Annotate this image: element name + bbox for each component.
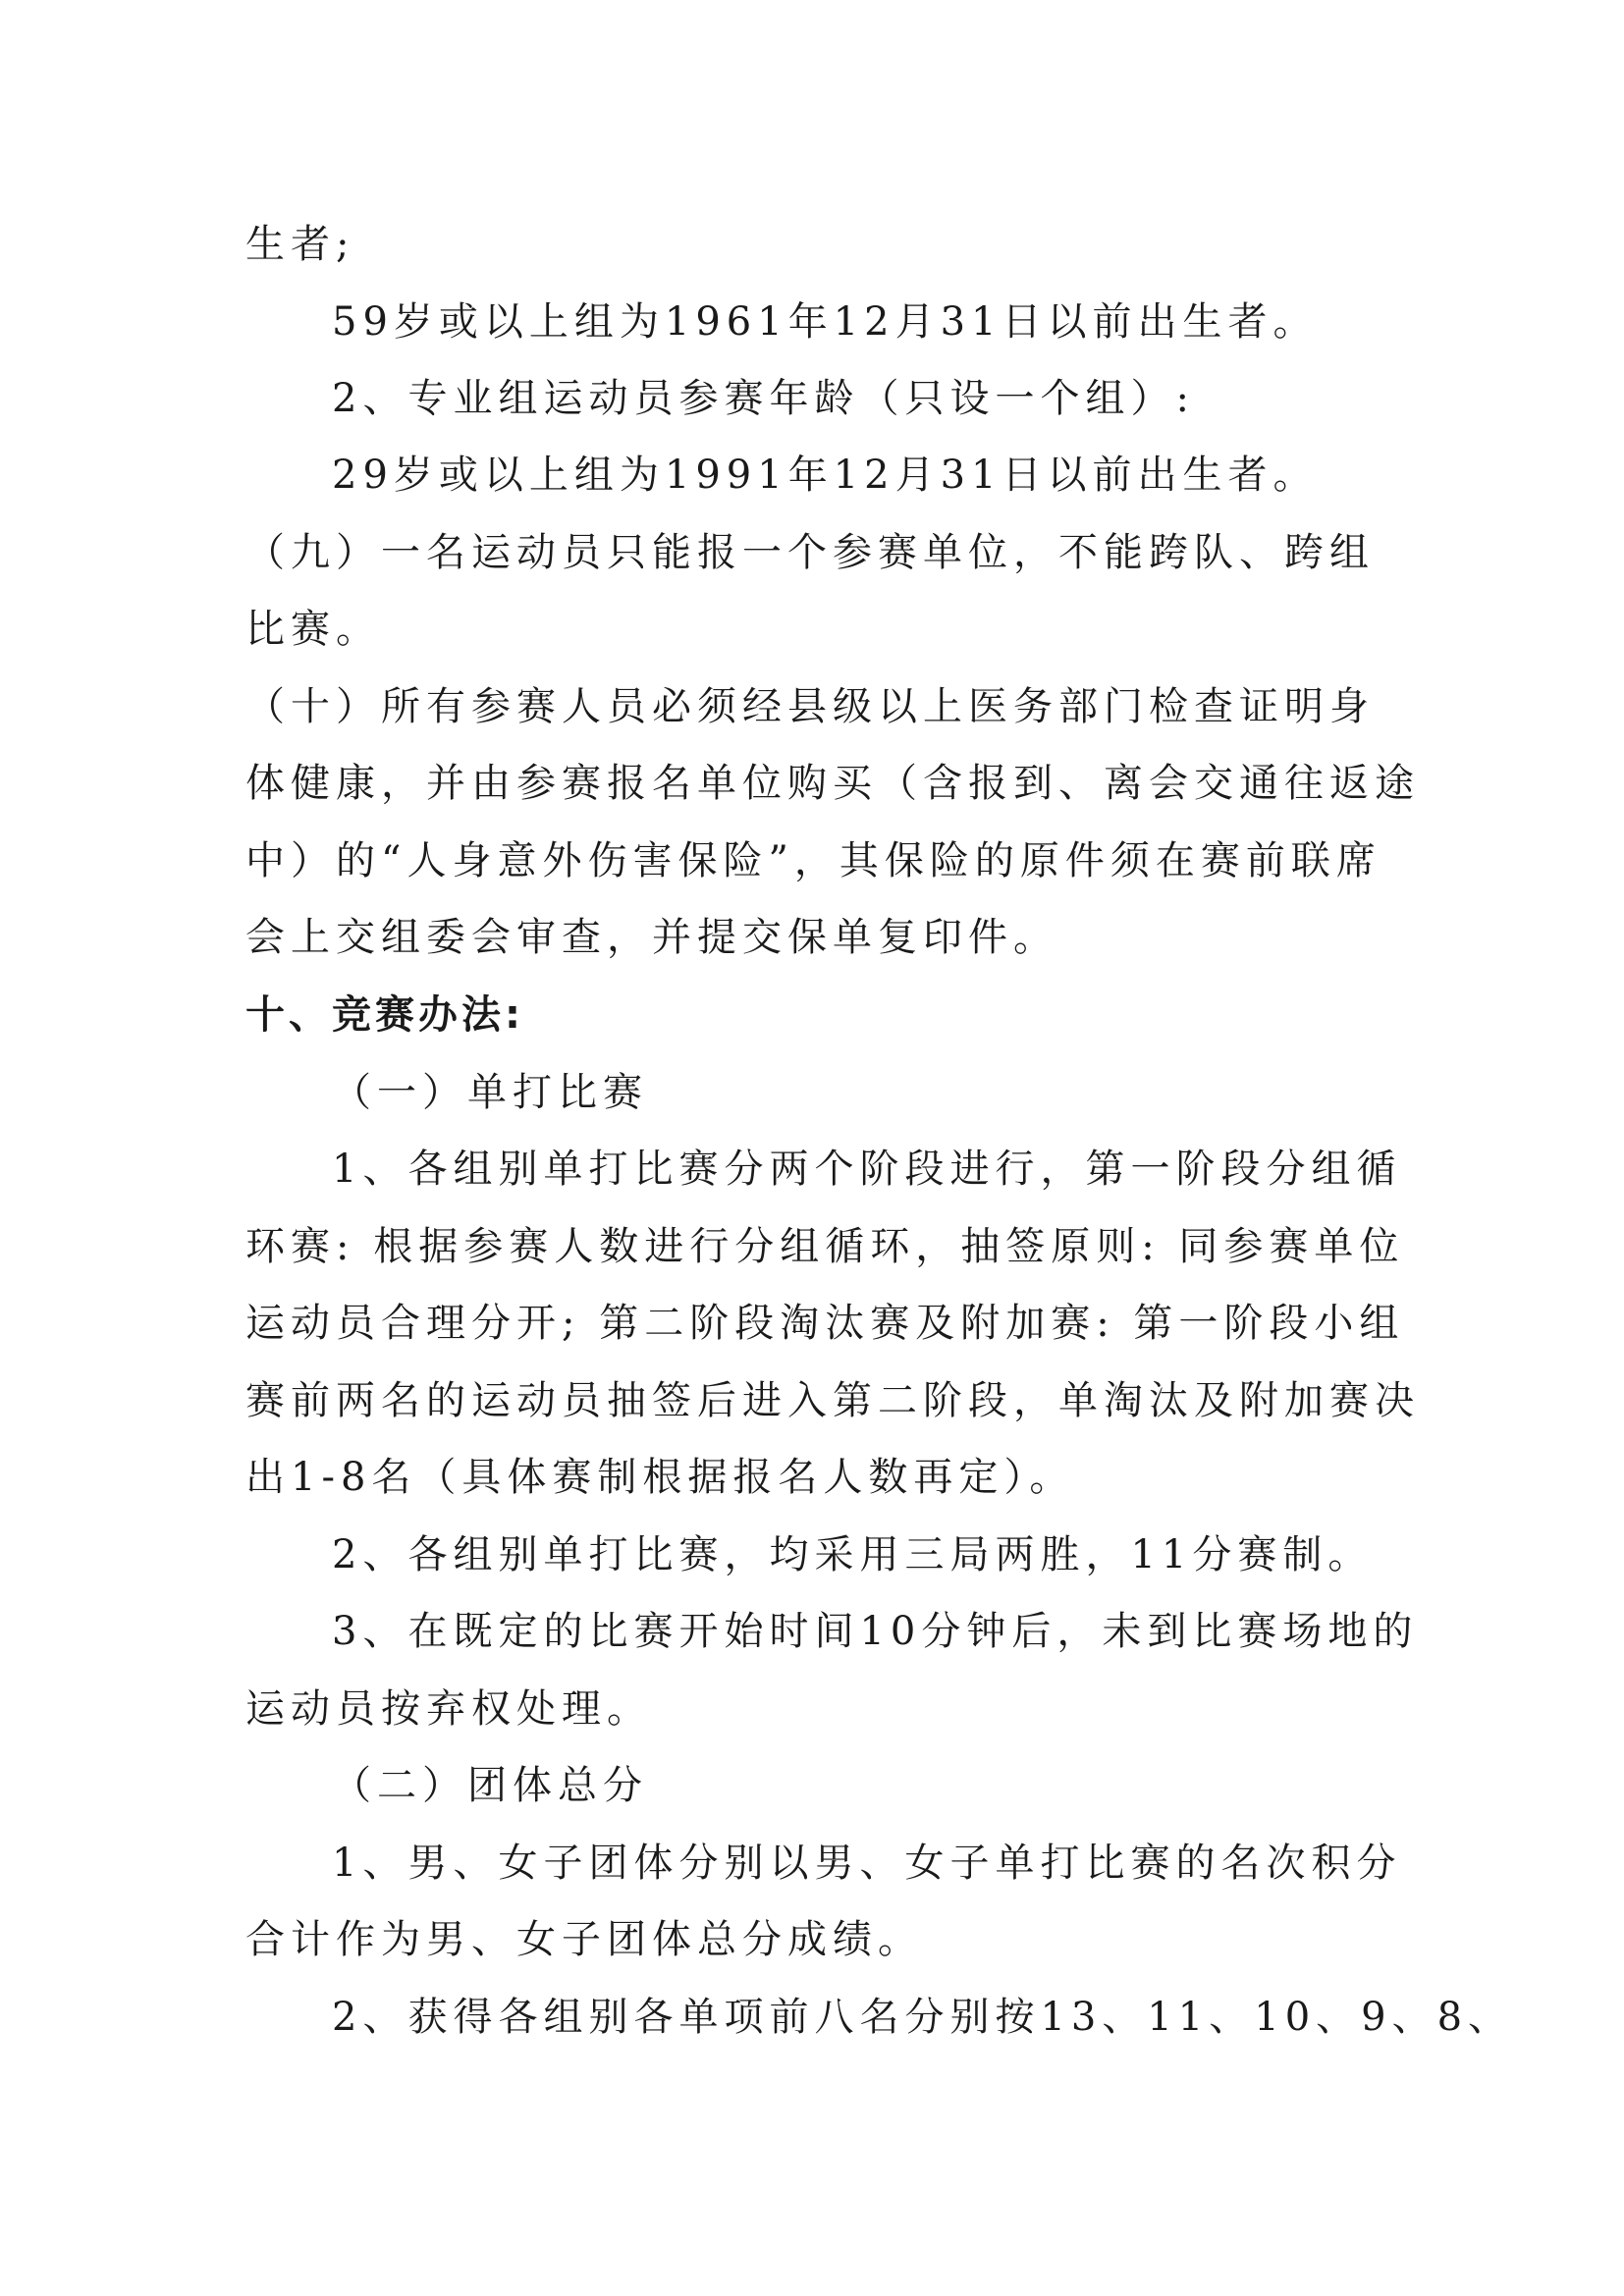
- text-line: 运动员合理分开; 第二阶段淘汰赛及附加赛: 第一阶段小组: [245, 1301, 1405, 1346]
- text-line: 29岁或以上组为1991年12月31日以前出生者。: [332, 453, 1319, 498]
- subsection-heading: （一）单打比赛: [332, 1070, 648, 1115]
- text-line: 2、专业组运动员参赛年龄（只设一个组）:: [332, 376, 1195, 421]
- text-line: 运动员按弃权处理。: [245, 1686, 652, 1732]
- text-line: 会上交组委会审查，并提交保单复印件。: [245, 915, 1058, 960]
- text-line: （九）一名运动员只能报一个参赛单位，不能跨队、跨组: [245, 530, 1375, 575]
- text-line: 3、在既定的比赛开始时间10分钟后，未到比赛场地的: [332, 1609, 1419, 1654]
- section-heading: 十、竞赛办法:: [245, 992, 524, 1038]
- text-line: 中）的“人身意外伤害保险”，其保险的原件须在赛前联席: [245, 838, 1381, 883]
- text-line: 合计作为男、女子团体总分成绩。: [245, 1917, 923, 1962]
- text-line: 59岁或以上组为1961年12月31日以前出生者。: [332, 299, 1319, 345]
- text-line: 环赛: 根据参赛人数进行分组循环，抽签原则: 同参赛单位: [245, 1224, 1405, 1269]
- text-line: 比赛。: [245, 607, 381, 652]
- text-line: （十）所有参赛人员必须经县级以上医务部门检查证明身: [245, 684, 1375, 729]
- text-line: 赛前两名的运动员抽签后进入第二阶段，单淘汰及附加赛决: [245, 1378, 1420, 1423]
- text-line: 生者;: [245, 222, 355, 267]
- text-line: 出1-8名（具体赛制根据报名人数再定）。: [245, 1455, 1075, 1500]
- subsection-heading: （二）团体总分: [332, 1763, 648, 1808]
- text-line: 2、各组别单打比赛，均采用三局两胜，11分赛制。: [332, 1532, 1374, 1577]
- text-line: 2、获得各组别各单项前八名分别按13、11、10、9、8、: [332, 1995, 1514, 2040]
- text-line: 体健康，并由参赛报名单位购买（含报到、离会交通往返途: [245, 761, 1420, 806]
- text-line: 1、男、女子团体分别以男、女子单打比赛的名次积分: [332, 1841, 1402, 1886]
- text-line: 1、各组别单打比赛分两个阶段进行，第一阶段分组循: [332, 1147, 1402, 1192]
